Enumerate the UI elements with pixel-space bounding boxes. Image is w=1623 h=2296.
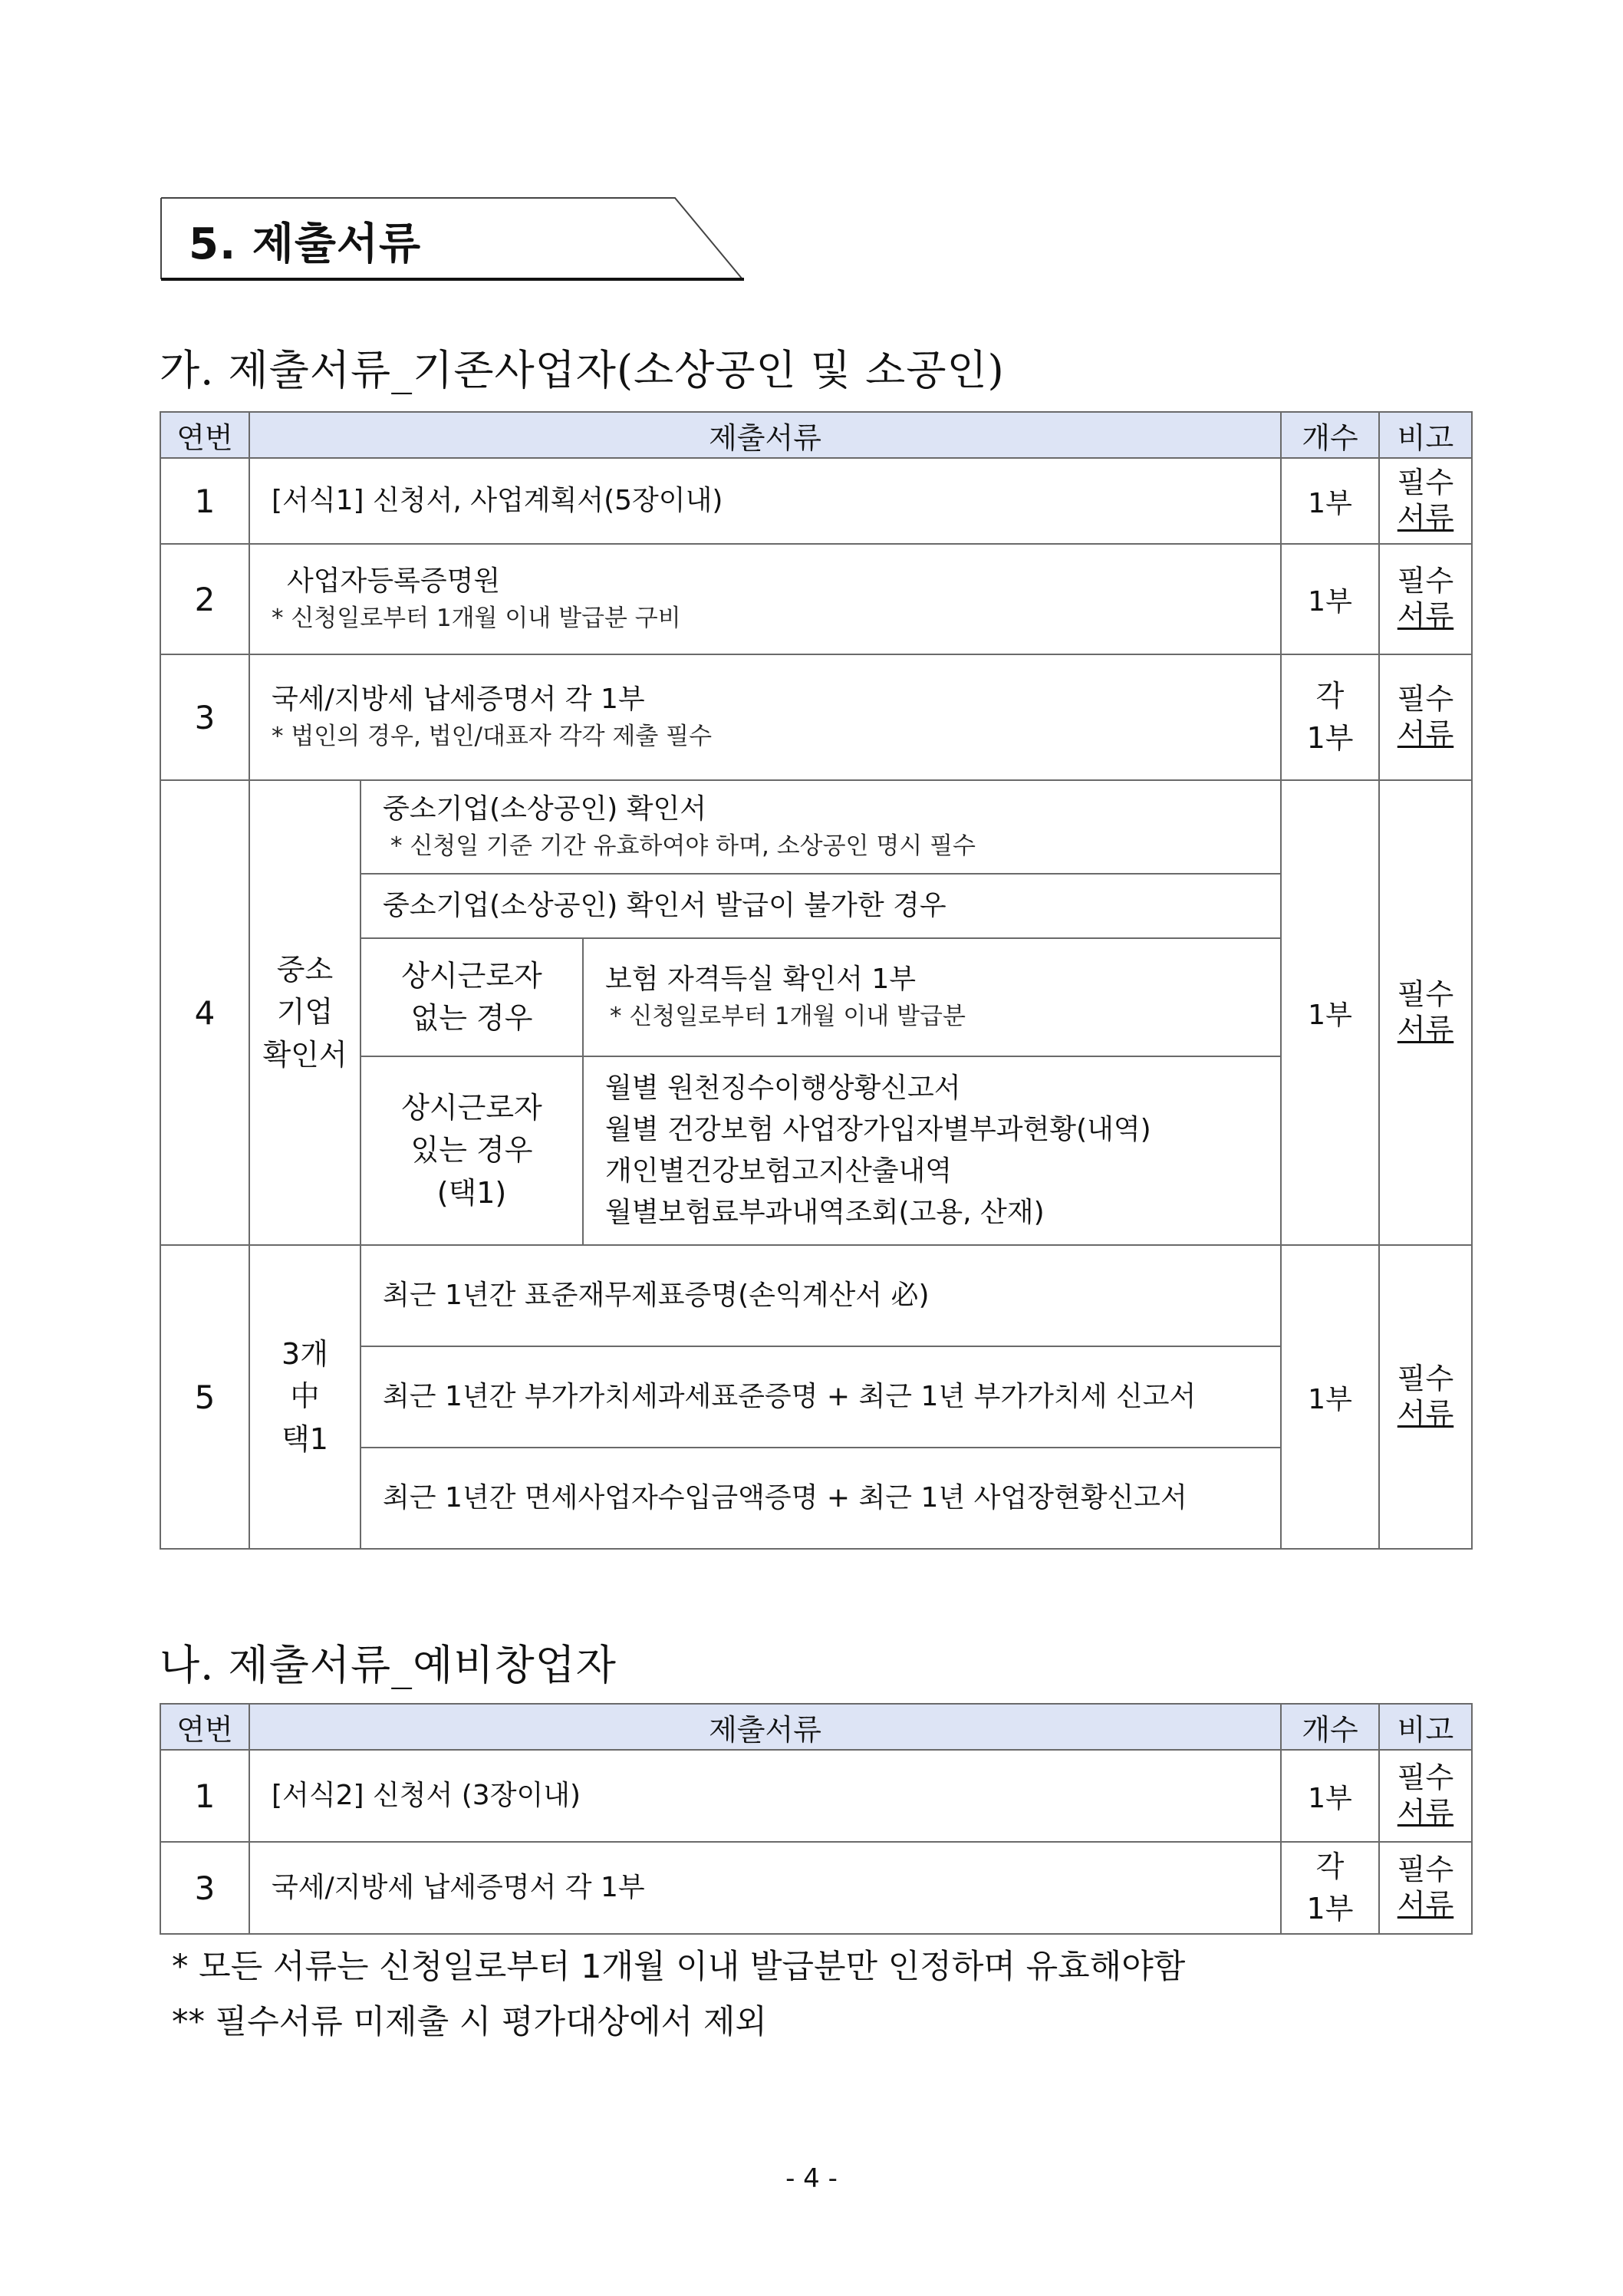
case-label: 상시근로자 있는 경우 (택1) [360, 1056, 583, 1245]
doc-note: * 신청일 기준 기간 유효하여야 하며, 소상공인 명시 필수 [390, 832, 976, 861]
doc-count: 1부 [1281, 544, 1379, 654]
table-row [160, 1842, 1472, 1934]
doc-list [583, 1056, 1281, 1245]
section-title: 5. 제출서류 [189, 219, 422, 269]
list-item: 개인별건강보험고지산출내역 [605, 1155, 953, 1187]
table-row [160, 458, 1472, 544]
required-badge: 필수 서류 [1379, 544, 1472, 654]
page-number: - 4 - [785, 2163, 838, 2194]
required-badge: 필수 서류 [1379, 780, 1472, 1245]
doc-name: 국세/지방세 납세증명서 각 1부 [249, 1842, 1281, 1934]
table-row [160, 1750, 1472, 1842]
doc-name: 중소기업(소상공인) 확인서 [383, 792, 707, 825]
required-badge: 필수 서류 [1379, 458, 1472, 544]
header-no: 연번 [160, 1704, 249, 1750]
list-item: 월별 원천징수이행상황신고서 [605, 1072, 961, 1104]
doc-count: 1부 [1281, 780, 1379, 1245]
row-number: 4 [160, 780, 249, 1245]
required-badge: 필수 서류 [1379, 1750, 1472, 1842]
table-existing-business [160, 411, 1473, 1550]
header-count: 개수 [1281, 1704, 1379, 1750]
table-row [160, 654, 1472, 780]
doc-cell [583, 938, 1281, 1056]
table-header-row [160, 412, 1472, 458]
row-number: 3 [160, 654, 249, 780]
doc-cell [360, 780, 1281, 874]
row-number: 5 [160, 1245, 249, 1549]
part-b-heading: 나. 제출서류_예비창업자 [160, 1641, 617, 1689]
part-a-heading: 가. 제출서류_기존사업자(소상공인 및 소공인) [160, 346, 1005, 394]
doc-count: 1부 [1281, 1750, 1379, 1842]
doc-count: 각 1부 [1281, 654, 1379, 780]
doc-count: 1부 [1281, 1245, 1379, 1549]
table-row [160, 1245, 1472, 1346]
case-label: 상시근로자 없는 경우 [360, 938, 583, 1056]
category-cell: 중소 기업 확인서 [249, 780, 360, 1245]
doc-name: 보험 자격득실 확인서 1부 [605, 963, 916, 995]
list-item: 월별보험료부과내역조회(고용, 산재) [605, 1197, 1045, 1228]
footnote: ** 필수서류 미제출 시 평가대상에서 제외 [172, 2003, 767, 2041]
category-cell: 3개 中 택1 [249, 1245, 360, 1549]
header-docs: 제출서류 [249, 1704, 1281, 1750]
table-prospective-founder [160, 1703, 1473, 1935]
doc-cell [249, 544, 1281, 654]
table-header-row [160, 1704, 1472, 1750]
doc-note: * 신청일로부터 1개월 이내 발급분 구비 [272, 604, 681, 633]
row-number: 2 [160, 544, 249, 654]
required-badge: 필수 서류 [1379, 1842, 1472, 1934]
doc-name: 중소기업(소상공인) 확인서 발급이 불가한 경우 [360, 874, 1281, 938]
header-remark: 비고 [1379, 412, 1472, 458]
table-row [160, 544, 1472, 654]
footnote: * 모든 서류는 신청일로부터 1개월 이내 발급분만 인정하며 유효해야함 [172, 1948, 1186, 1986]
doc-name: 사업자등록증명원 [287, 565, 501, 597]
doc-name: 최근 1년간 면세사업자수입금액증명 + 최근 1년 사업장현황신고서 [360, 1448, 1281, 1549]
row-number: 1 [160, 458, 249, 544]
doc-cell [249, 654, 1281, 780]
doc-name: 최근 1년간 표준재무제표증명(손익계산서 必) [360, 1245, 1281, 1346]
row-number: 1 [160, 1750, 249, 1842]
header-docs: 제출서류 [249, 412, 1281, 458]
doc-note: * 법인의 경우, 법인/대표자 각각 제출 필수 [272, 723, 713, 751]
footnotes [172, 1939, 1185, 2050]
list-item: 월별 건강보험 사업장가입자별부과현황(내역) [605, 1114, 1151, 1145]
row-number: 3 [160, 1842, 249, 1934]
doc-count: 각 1부 [1281, 1842, 1379, 1934]
header-no: 연번 [160, 412, 249, 458]
header-count: 개수 [1281, 412, 1379, 458]
section-header [160, 196, 744, 282]
doc-name: 국세/지방세 납세증명서 각 1부 [272, 683, 645, 715]
header-remark: 비고 [1379, 1704, 1472, 1750]
table-row [160, 780, 1472, 874]
required-badge: 필수 서류 [1379, 654, 1472, 780]
doc-count: 1부 [1281, 458, 1379, 544]
doc-name: [서식2] 신청서 (3장이내) [249, 1750, 1281, 1842]
doc-name: [서식1] 신청서, 사업계획서(5장이내) [249, 458, 1281, 544]
doc-name: 최근 1년간 부가가치세과세표준증명 + 최근 1년 부가가치세 신고서 [360, 1346, 1281, 1448]
required-badge: 필수 서류 [1379, 1245, 1472, 1549]
doc-note: * 신청일로부터 1개월 이내 발급분 [610, 1003, 966, 1031]
